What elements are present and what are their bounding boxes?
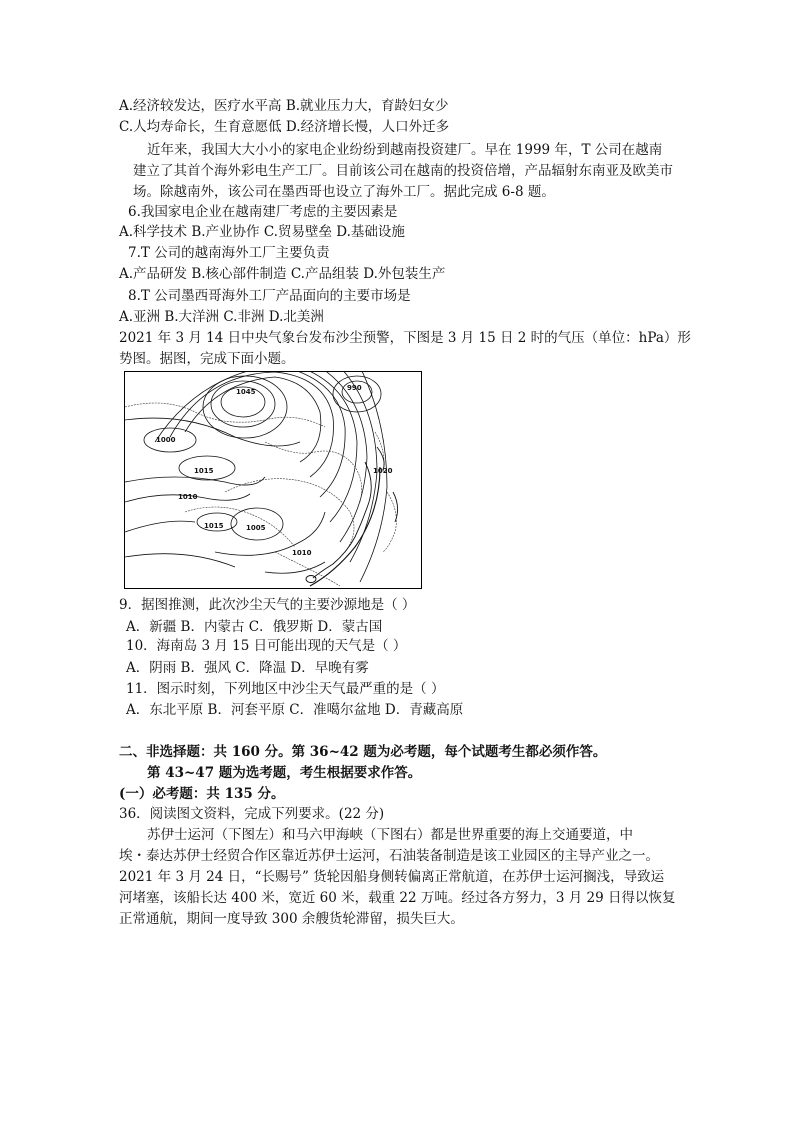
q11-stem: 11．图示时刻，下列地区中沙尘天气最严重的是（ ） [126, 681, 445, 697]
required-section-heading: (一）必考题：共 135 分。 [119, 786, 285, 802]
q5-options-line-2: C.人均寿命长，生育意愿低 D.经济增长慢，人口外迁多 [119, 119, 450, 135]
q9-options: A．新疆 B．内蒙古 C．俄罗斯 D．蒙古国 [126, 619, 383, 635]
section2-heading-2: 第 43~47 题为选考题，考生根据要求作答。 [147, 765, 422, 781]
label-1005: 1005 [246, 524, 266, 532]
section2-heading: 二、非选择题：共 160 分。第 36~42 题为必考题，每个试题考生都必须作答。 [119, 744, 607, 760]
q36-line-5: 正常通航，期间一度导致 300 余艘货轮滞留，损失巨大。 [119, 911, 464, 927]
label-1000: 1000 [156, 436, 176, 444]
q36-line-4: 河堵塞，该船长达 400 米，宽近 60 米，载重 22 万吨。经过各方努力，3 月 29 日得以恢复 [119, 890, 676, 906]
label-1010-south: 1010 [292, 549, 312, 557]
passage-6-8-line-2: 建立了其首个海外彩电生产工厂。目前该公司在越南的投资倍增，产品辐射东南亚及欧美市 [133, 163, 673, 179]
passage-9-11-line-1: 2021 年 3 月 14 日中央气象台发布沙尘预警，下图是 3 月 15 日 2 时的气压（单位：hPa）形 [119, 330, 691, 346]
label-1020: 1020 [373, 467, 393, 475]
q11-options: A．东北平原 B．河套平原 C．准噶尔盆地 D．青藏高原 [126, 702, 464, 718]
q36-line-3: 2021 年 3 月 24 日，“长赐号” 货轮因船身侧转偏离正常航道，在苏伊士运河搁浅，导致运 [119, 869, 665, 885]
q8-stem: 8.T 公司墨西哥海外工厂产品面向的主要市场是 [128, 288, 411, 304]
q36-stem: 36．阅读图文资料，完成下列要求。(22 分) [119, 806, 385, 822]
label-1015-south: 1015 [204, 522, 224, 530]
q5-options-line-1: A.经济较发达，医疗水平高 B.就业压力大，育龄妇女少 [119, 98, 449, 114]
label-990: 990 [347, 384, 362, 392]
label-1015-north: 1015 [194, 467, 214, 475]
q6-options: A.科学技术 B.产业协作 C.贸易壁垒 D.基础设施 [119, 224, 405, 240]
passage-6-8-line-3: 场。除越南外，该公司在墨西哥也设立了海外工厂。据此完成 6-8 题。 [133, 184, 555, 200]
isobar-map-graphic [125, 372, 421, 588]
label-1010-west: 1010 [178, 493, 198, 501]
q7-options: A.产品研发 B.核心部件制造 C.产品组装 D.外包装生产 [119, 266, 446, 282]
passage-6-8-line-1: 近年来，我国大大小小的家电企业纷纷到越南投资建厂。早在 1999 年，T 公司在越南 [147, 142, 663, 158]
label-1045: 1045 [236, 388, 256, 396]
q8-options: A.亚洲 B.大洋洲 C.非洲 D.北美洲 [119, 309, 324, 325]
q9-stem: 9．据图推测，此次沙尘天气的主要沙源地是（ ） [119, 597, 416, 613]
q10-options: A．阴雨 B．强风 C．降温 D．早晚有雾 [126, 660, 369, 676]
q36-line-1: 苏伊士运河（下图左）和马六甲海峡（下图右）都是世界重要的海上交通要道，中 [147, 827, 633, 843]
passage-9-11-line-2: 势图。据图，完成下面小题。 [119, 351, 295, 367]
isobar-lines [125, 372, 387, 586]
q36-line-2: 埃・泰达苏伊士经贸合作区靠近苏伊士运河，石油装备制造是该工业园区的主导产业之一。 [119, 848, 659, 864]
q7-stem: 7.T 公司的越南海外工厂主要负责 [128, 245, 330, 261]
pressure-map [124, 371, 422, 589]
q10-stem: 10．海南岛 3 月 15 日可能出现的天气是（ ） [126, 638, 407, 654]
q6-stem: 6.我国家电企业在越南建厂考虑的主要因素是 [128, 204, 398, 220]
